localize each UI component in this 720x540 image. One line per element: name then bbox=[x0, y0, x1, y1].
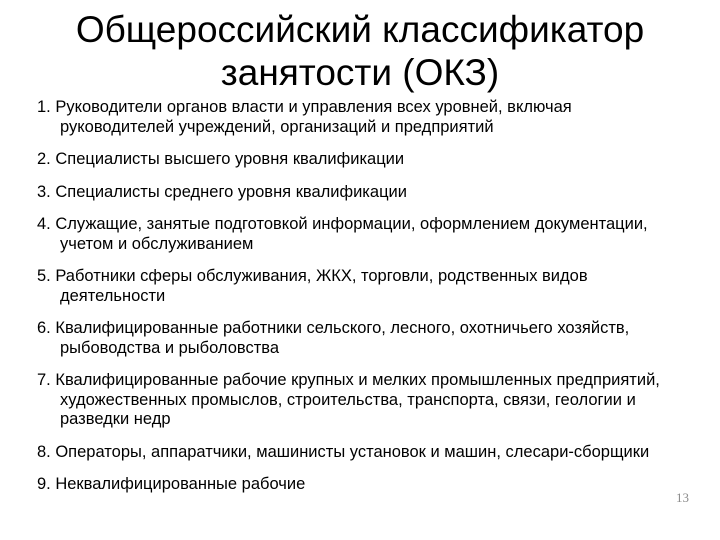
list-item: 4. Служащие, занятые подготовкой информации, оформлением документации, учетом и обслуживанием bbox=[37, 215, 648, 253]
list-item: 7. Квалифицированные рабочие крупных и мелких промышленных предприятий, художественных промыслов, строительства, транспорта, связи, геологии и разведки недр bbox=[37, 371, 660, 428]
list-item: 2. Специалисты высшего уровня квалификации bbox=[37, 150, 405, 168]
list-item: 6. Квалифицированные работники сельского, лесного, охотничьего хозяйств, рыбоводства и рыболовства bbox=[37, 319, 630, 357]
list-item: 9. Неквалифицированные рабочие bbox=[37, 475, 306, 493]
page-number: 13 bbox=[676, 490, 689, 505]
list-item: 8. Операторы, аппаратчики, машинисты установок и машин, слесари-сборщики bbox=[37, 442, 650, 461]
slide-title: Общероссийский классификатор занятости (ОКЗ) bbox=[75, 9, 645, 93]
list-item: 1. Руководители органов власти и управления всех уровней, включая руководителей учреждений, организаций и предприятий bbox=[37, 98, 572, 136]
list-item: 3. Специалисты среднего уровня квалификации bbox=[37, 182, 407, 201]
classification-list bbox=[37, 98, 687, 508]
list-item: 5. Работники сферы обслуживания, ЖКХ, торговли, родственных видов деятельности bbox=[37, 267, 588, 305]
